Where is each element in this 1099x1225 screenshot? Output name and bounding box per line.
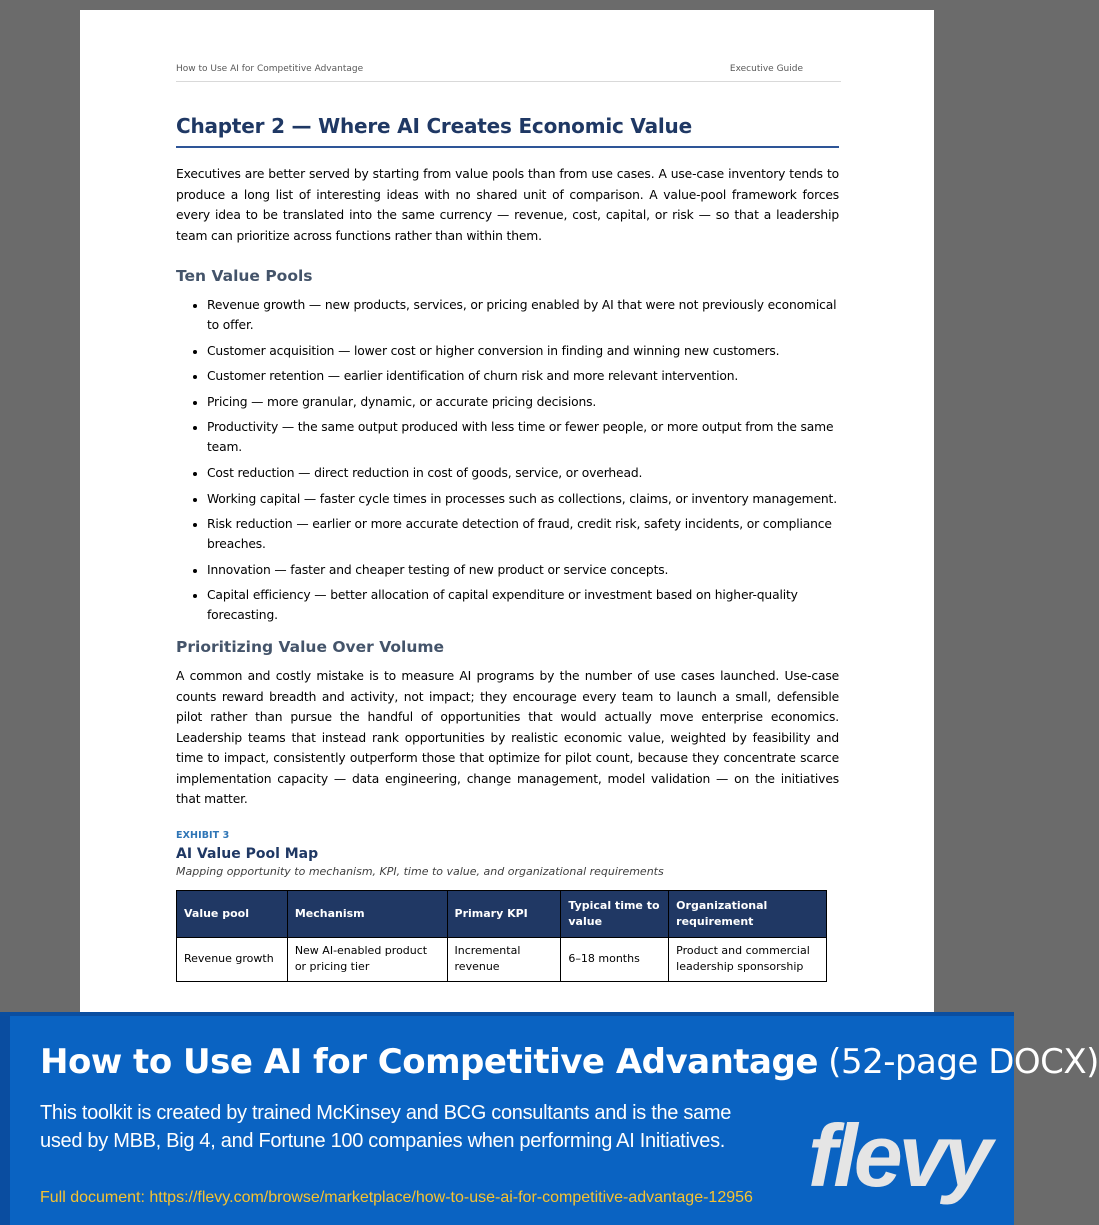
list-item: • Customer acquisition — lower cost or higher conversion in finding and winning new customers. bbox=[207, 341, 839, 361]
header-guide-label: Executive Guide bbox=[729, 64, 803, 74]
column-header: Organizational requirement bbox=[669, 890, 827, 937]
list-item: • Capital efficiency — better allocation of capital expenditure or investment based on higher-quality forecasting. bbox=[207, 585, 839, 625]
page-content bbox=[176, 110, 839, 982]
table-cell: Revenue growth bbox=[177, 937, 288, 981]
full-document-link[interactable]: Full document: https://flevy.com/browse/marketplace/how-to-use-ai-for-competitive-advantage-12956 bbox=[40, 1189, 753, 1206]
column-header: Primary KPI bbox=[447, 890, 561, 937]
list-item: • Pricing — more granular, dynamic, or accurate pricing decisions. bbox=[207, 392, 839, 412]
intro-paragraph: Executives are better served by starting from value pools than from use cases. A use-case inventory tends to produce a long list of interesting ideas with no shared unit of comparison. A value-pool framework forces every idea to be translated into the same currency — revenue, cost, capital, or risk — so that a leadership team can prioritize across functions rather than within them. bbox=[176, 167, 839, 243]
column-header: Mechanism bbox=[287, 890, 447, 937]
value-pool-map-table bbox=[176, 890, 827, 982]
document-page bbox=[80, 10, 934, 1020]
list-item: • Revenue growth — new products, services, or pricing enabled by AI that were not previously economical to offer. bbox=[207, 295, 839, 335]
table-row bbox=[177, 937, 827, 981]
column-header: Value pool bbox=[177, 890, 288, 937]
table-cell: 6–18 months bbox=[561, 937, 669, 981]
header-document-title: How to Use AI for Competitive Advantage bbox=[176, 64, 364, 74]
banner-edge bbox=[0, 1016, 10, 1225]
list-item: • Productivity — the same output produced with less time or fewer people, or more output from the same team. bbox=[207, 417, 839, 457]
exhibit-subtitle: Mapping opportunity to mechanism, KPI, time to value, and organizational requirements bbox=[176, 864, 664, 878]
promo-banner bbox=[0, 1012, 1099, 1225]
banner-title-format: (52-page DOCX) bbox=[817, 1042, 1099, 1082]
list-item: • Risk reduction — earlier or more accurate detection of fraud, credit risk, safety incidents, or compliance breaches. bbox=[207, 514, 839, 554]
prioritizing-paragraph: A common and costly mistake is to measure AI programs by the number of use cases launched. Use-case counts reward breadth and activity, not impact; they encourage every team to launch a small, defensible pilot rather than pursue the handful of opportunities that would actually move enterprise economics. Leadership teams that instead rank opportunities by realistic economic value, weighted by feasibility and time to impact, consistently outperform those that optimize for pilot count, because they concentrate scarce implementation capacity — data engineering, change management, model validation — on the initiatives that matter. bbox=[176, 669, 839, 807]
table-cell: New AI-enabled product or pricing tier bbox=[287, 937, 447, 981]
section-heading-value-pools: Ten Value Pools bbox=[176, 267, 313, 285]
running-header bbox=[176, 61, 841, 82]
banner-description: This toolkit is created by trained McKinsey and BCG consultants and is the same used by MBB, Big 4, and Fortune 100 companies when performing AI Initiatives. bbox=[40, 1102, 732, 1152]
exhibit-label: EXHIBIT 3 bbox=[176, 829, 230, 841]
table-header-row bbox=[177, 890, 827, 937]
table-cell: Incremental revenue bbox=[447, 937, 561, 981]
banner-title bbox=[40, 1042, 1099, 1082]
list-item: • Cost reduction — direct reduction in cost of goods, service, or overhead. bbox=[207, 463, 839, 483]
value-pools-list bbox=[176, 295, 839, 625]
flevy-logo[interactable]: flevy bbox=[808, 1106, 989, 1205]
exhibit-title: AI Value Pool Map bbox=[176, 845, 319, 862]
list-item: • Innovation — faster and cheaper testing of new product or service concepts. bbox=[207, 560, 839, 580]
list-item: • Customer retention — earlier identification of churn risk and more relevant intervention. bbox=[207, 366, 839, 386]
column-header: Typical time to value bbox=[561, 890, 669, 937]
section-heading-prioritizing: Prioritizing Value Over Volume bbox=[176, 638, 445, 657]
banner-title-main: How to Use AI for Competitive Advantage bbox=[40, 1042, 818, 1082]
table-cell: Product and commercial leadership sponsorship bbox=[669, 937, 827, 981]
chapter-title: Chapter 2 — Where AI Creates Economic Value bbox=[176, 110, 839, 148]
list-item: • Working capital — faster cycle times in processes such as collections, claims, or inventory management. bbox=[207, 489, 839, 509]
